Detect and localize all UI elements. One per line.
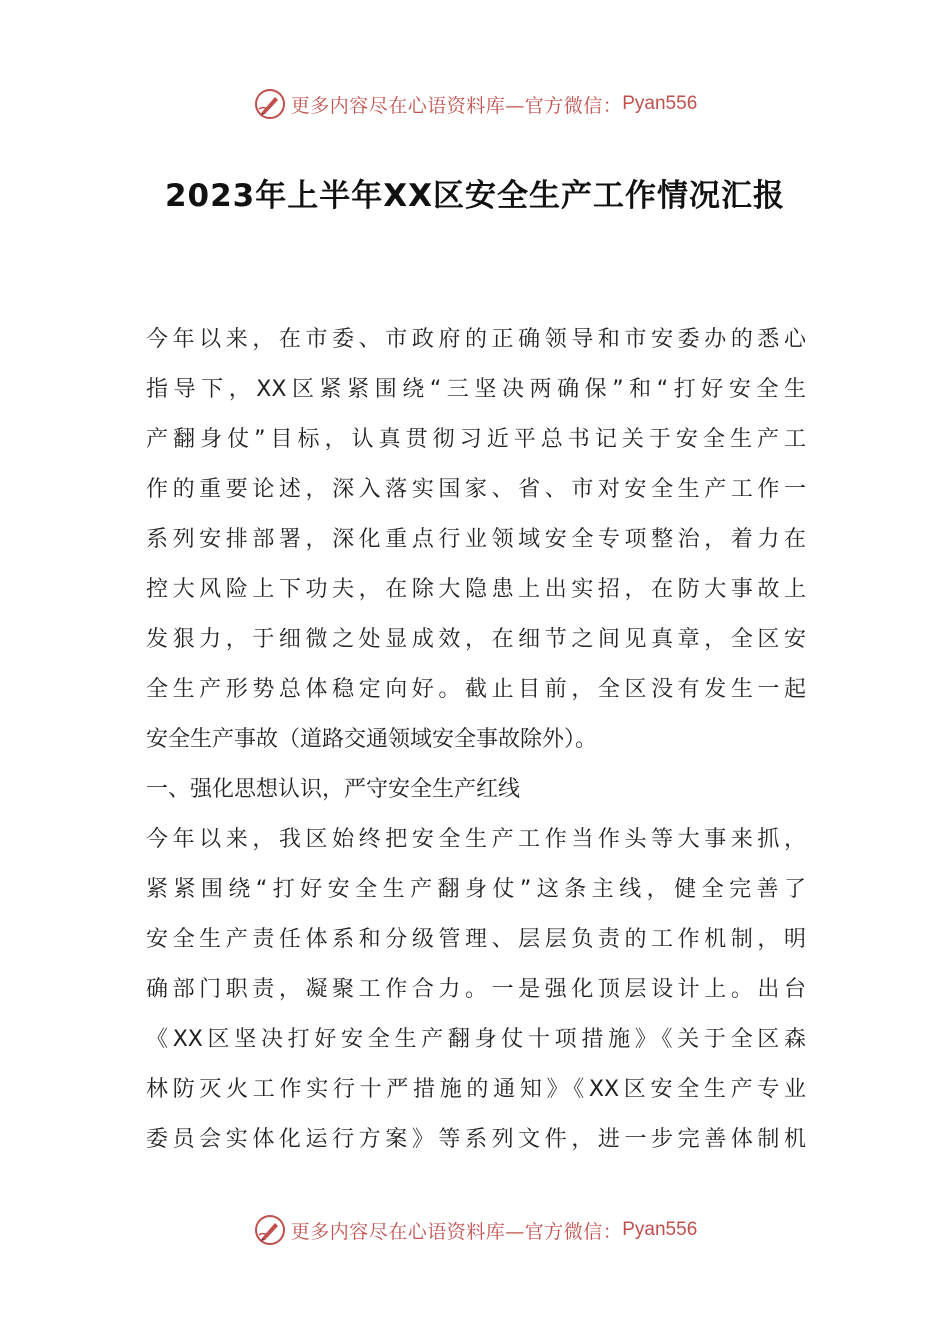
banner-wechat-id: Pyan556: [622, 1219, 698, 1240]
section-heading: 一、强化思想认识，严守安全生产红线: [146, 777, 521, 802]
document-body: [146, 315, 806, 1165]
body-line: 《XX区坚决打好安全生产翻身仗十项措施》《关于全区森: [146, 1027, 806, 1052]
body-line: 今年以来，在市委、市政府的正确领导和市安委办的悉心: [146, 327, 806, 352]
banner-text: 更多内容尽在心语资料库—官方微信：: [290, 94, 623, 117]
body-line: 系列安排部署，深化重点行业领域安全专项整治，着力在: [146, 527, 806, 552]
body-line: 发狠力，于细微之处显成效，在细节之间见真章，全区安: [146, 627, 806, 652]
document-title: 2023年上半年XX区安全生产工作情况汇报: [164, 178, 786, 214]
banner-text: 更多内容尽在心语资料库—官方微信：: [290, 1220, 623, 1243]
body-line: 产翻身仗”目标，认真贯彻习近平总书记关于安全生产工: [146, 427, 806, 452]
body-line: 紧紧围绕“打好安全生产翻身仗”这条主线，健全完善了: [146, 877, 806, 902]
pen-logo-icon: [253, 87, 287, 121]
body-line: 今年以来，我区始终把安全生产工作当作头等大事来抓，: [146, 827, 806, 852]
footer-banner: [0, 1210, 950, 1250]
body-line: 确部门职责，凝聚工作合力。一是强化顶层设计上。出台: [146, 977, 806, 1002]
body-line: 作的重要论述，深入落实国家、省、市对安全生产工作一: [146, 477, 806, 502]
banner-wechat-id: Pyan556: [622, 93, 698, 114]
pen-logo-icon: [253, 1213, 287, 1247]
body-line: 控大风险上下功夫，在除大隐患上出实招，在防大事故上: [146, 577, 806, 602]
body-line: 委员会实体化运行方案》等系列文件，进一步完善体制机: [146, 1127, 806, 1152]
body-line: 安全生产事故（道路交通领域安全事故除外）。: [146, 727, 598, 752]
body-line: 全生产形势总体稳定向好。截止目前，全区没有发生一起: [146, 677, 806, 702]
body-line: 安全生产责任体系和分级管理、层层负责的工作机制，明: [146, 927, 806, 952]
header-banner: [0, 84, 950, 124]
body-line: 林防灭火工作实行十严措施的通知》《XX区安全生产专业: [146, 1077, 806, 1102]
body-line: 指导下，XX区紧紧围绕“三坚决两确保”和“打好安全生: [146, 377, 806, 402]
